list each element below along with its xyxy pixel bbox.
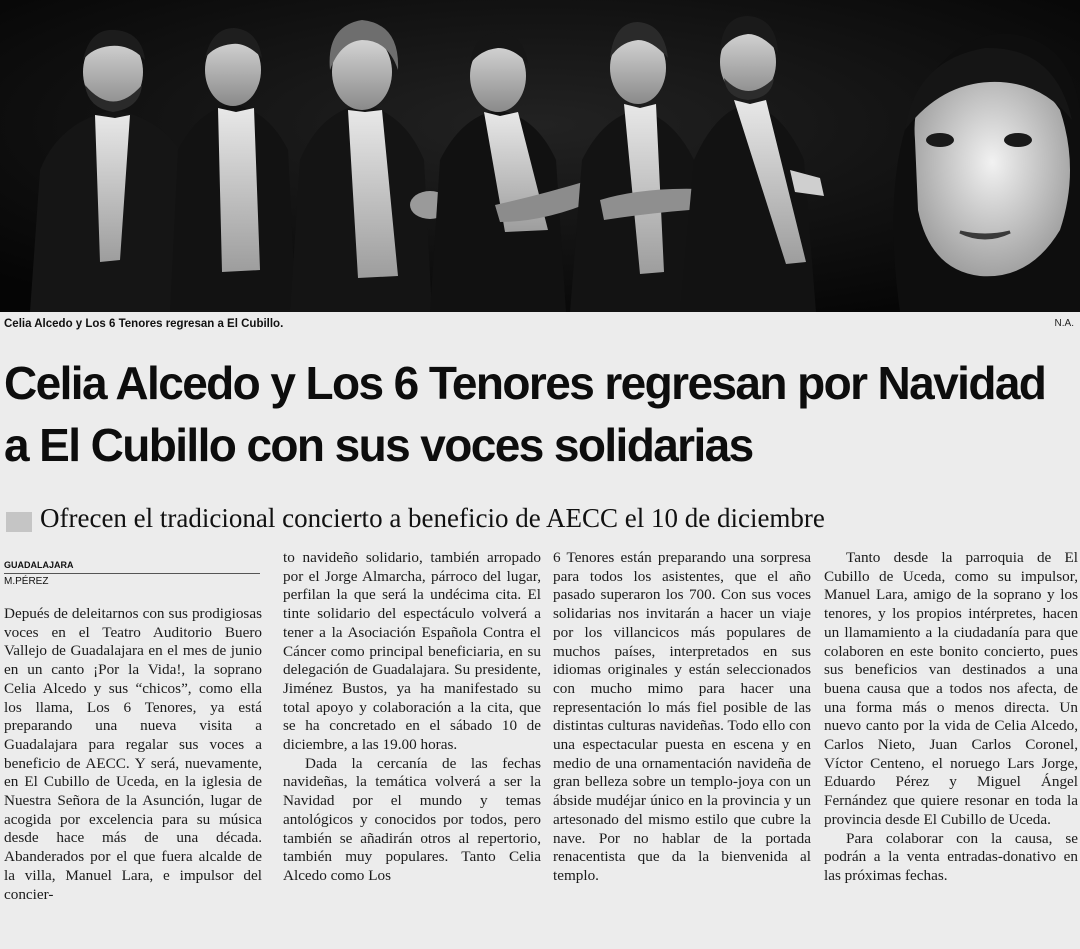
article-column-3 xyxy=(553,549,811,886)
paragraph: Para colaborar con la causa, se podrán a la venta entradas-donativo en las próximas fechas. xyxy=(824,829,1078,884)
paragraph: Depués de deleitarnos con sus prodigiosas voces en el Teatro Auditorio Buero Vallejo de Guadalajara en el mes de junio en un canto ¡Por la Vida!, la soprano Celia Alcedo y sus “chicos”, como ella los llama, Los 6 Tenores, ya está preparando una nueva visita a Guadalajara para regalar sus voces a beneficio de AECC. Y será, nuevamente, en El Cubillo de Uceda, en la iglesia de Nuestra Señora de la Asunción, lugar de acogida por excelencia para su música desde hace más de una década. Abanderados por el que fuera alcalde de la villa, Manuel Lara, e impulsor del concier- xyxy=(4,605,262,903)
article-column-2 xyxy=(283,549,541,886)
byline-divider xyxy=(4,573,260,574)
article-subheadline: Ofrecen el tradicional concierto a beneficio de AECC el 10 de diciembre xyxy=(40,503,825,533)
paragraph: Dada la cercanía de las fechas navideñas, la temática volverá a ser la Navidad por el mundo y temas antológicos y conocidos por todos, pero también se añadirán otros al repertorio, también muy populares. Tanto Celia Alcedo como Los xyxy=(283,754,541,884)
group-photo xyxy=(0,0,1080,312)
article-headline: Celia Alcedo y Los 6 Tenores regresan por Navidad a El Cubillo con sus voces solidarias xyxy=(4,357,1046,471)
paragraph: 6 Tenores están preparando una sorpresa para todos los asistentes, que el año pasado superaron los 700. Con sus voces solidarias nos invitarán a hacer un viaje por los villancicos más populares de muchos países, interpretados en sus idiomas originales y están seleccionados con mucho mimo para hacer una representación lo más fiel posible de las distintas culturas navideñas. Todo ello con una espectacular puesta en escena y en medio de una ornamentación navideña de gran belleza sobre un templo-joya con un ábside mudéjar único en la provincia y un artesonado del mismo estilo que cubre la nave. Por no hablar de la portada renacentista que da la bienvenida al templo. xyxy=(553,549,811,884)
photo-credit: N.A. xyxy=(1054,318,1074,329)
article-column-4 xyxy=(824,549,1078,886)
article-column-1 xyxy=(4,605,262,904)
subheadline-bullet xyxy=(6,512,32,532)
photo-caption: Celia Alcedo y Los 6 Tenores regresan a El Cubillo. xyxy=(4,318,284,330)
paragraph: Tanto desde la parroquia de El Cubillo de Uceda, como su impulsor, Manuel Lara, amigo de la soprano y los tenores, y los propios intérpretes, hacen un llamamiento a la ciudadanía para que colaboren en este bonito concierto, pues sus beneficios van destinados a una buena causa que a todos nos afecta, de una forma más o menos directa. Un nuevo canto por la vida de Celia Alcedo, Carlos Nieto, Juan Carlos Coronel, Víctor Centeno, el noruego Lars Jorge, Eduardo Pérez y Miguel Ángel Fernández que quiere resonar en toda la provincia desde El Cubillo de Uceda. xyxy=(824,549,1078,828)
group-photo-illustration xyxy=(0,0,1080,312)
paragraph: to navideño solidario, también arropado por el Jorge Almarcha, párroco del lugar, perfilan la que será la undécima cita. El tinte solidario del espectáculo volverá a tener a la Asociación Española Contra el Cáncer como principal beneficiaria, en su delegación de Guadalajara. Su presidente, Jiménez Bustos, ya ha manifestado su total apoyo y colaboración a la cita, que se ha concretado en el sábado 10 de diciembre, a las 19.00 horas. xyxy=(283,549,541,754)
article-author: M.PÉREZ xyxy=(4,576,49,587)
article-location: GUADALAJARA xyxy=(4,560,74,570)
